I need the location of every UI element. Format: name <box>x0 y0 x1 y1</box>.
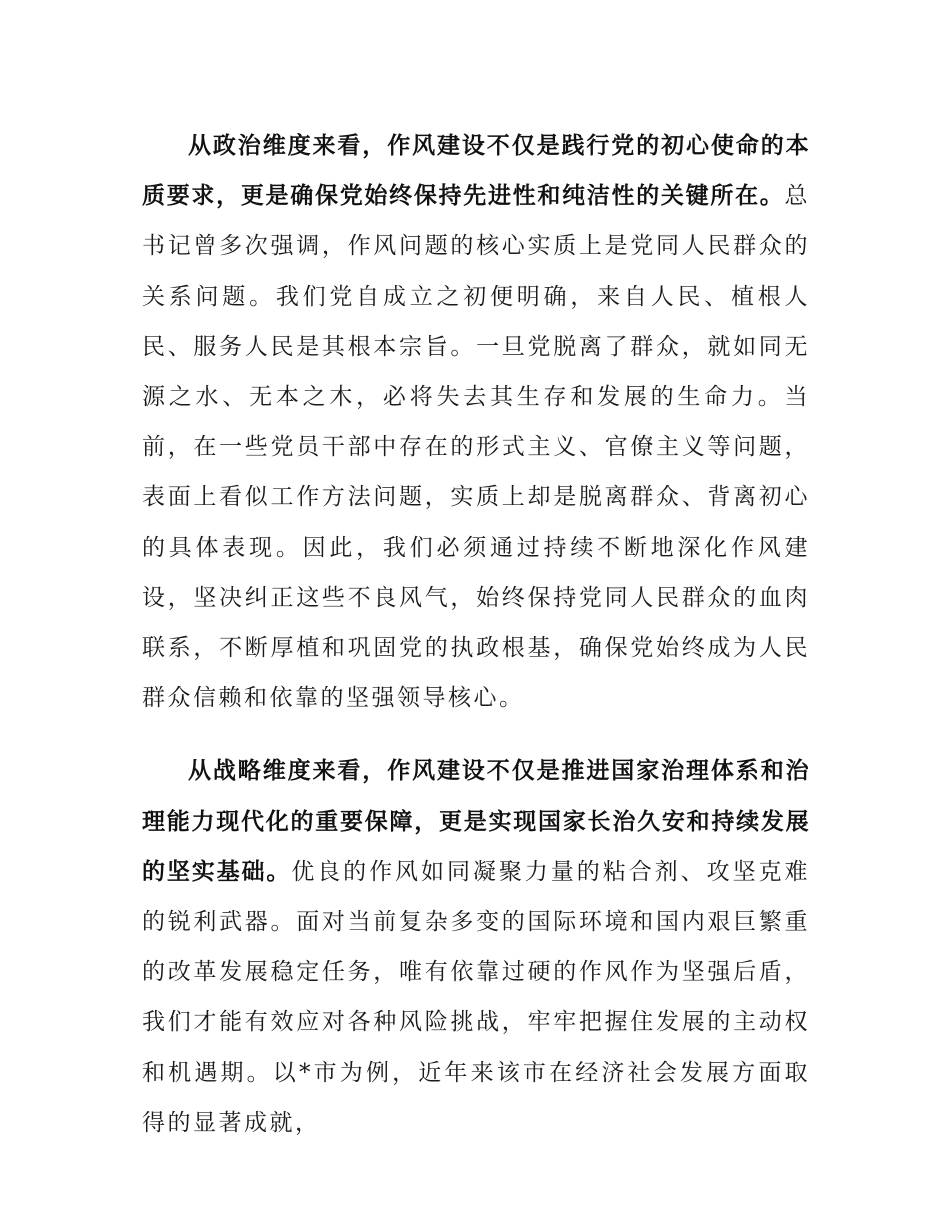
paragraph-lead-sentence: 从政治维度来看，作风建设不仅是践行党的初心使命的本质要求，更是确保党始终保持先进性和纯洁性的关键所在。 <box>142 133 810 210</box>
document-body <box>142 121 810 1148</box>
paragraph-strategic-dimension <box>142 746 810 1148</box>
paragraph-body-text: 总书记曾多次强调，作风问题的核心实质上是党同人民群众的关系问题。我们党自成立之初便明确，来自人民、植根人民、服务人民是其根本宗旨。一旦党脱离了群众，就如同无源之水、无本之木，必将失去其生存和发展的生命力。当前，在一些党员干部中存在的形式主义、官僚主义等问题，表面上看似工作方法问题，实质上却是脱离群众、背离初心的具体表现。因此，我们必须通过持续不断地深化作风建设，坚决纠正这些不良风气，始终保持党同人民群众的血肉联系，不断厚植和巩固党的执政根基，确保党始终成为人民群众信赖和依靠的坚强领导核心。 <box>142 183 810 712</box>
paragraph-political-dimension <box>142 121 810 723</box>
paragraph-lead-sentence: 从战略维度来看，作风建设不仅是推进国家治理体系和治理能力现代化的重要保障，更是实现国家长治久安和持续发展的坚实基础。 <box>142 758 810 885</box>
paragraph-body-text: 优良的作风如同凝聚力量的粘合剂、攻坚克难的锐利武器。面对当前复杂多变的国际环境和国内艰巨繁重的改革发展稳定任务，唯有依靠过硬的作风作为坚强后盾，我们才能有效应对各种风险挑战，牢牢把握住发展的主动权和机遇期。以*市为例，近年来该市在经济社会发展方面取得的显著成就， <box>142 858 810 1136</box>
